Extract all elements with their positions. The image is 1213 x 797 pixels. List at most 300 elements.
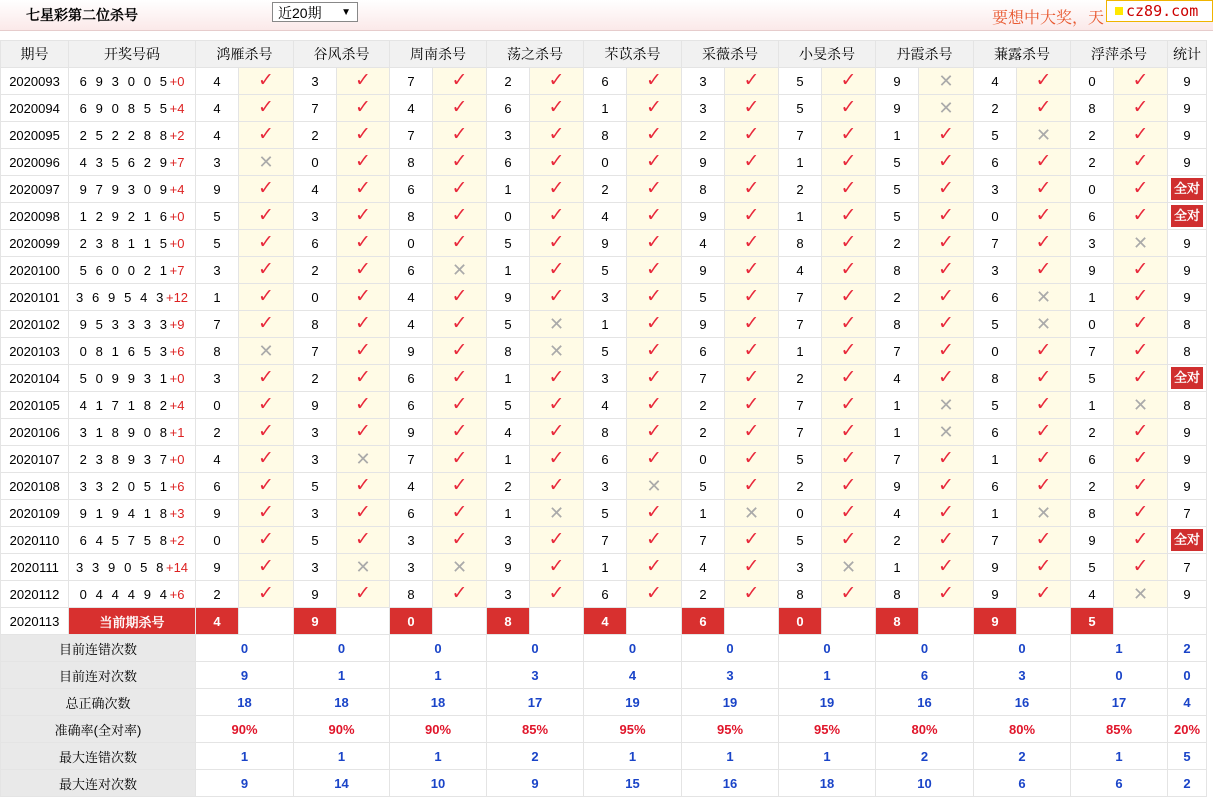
kill-number-cell: 9 [196,554,239,581]
result-cell [822,581,876,608]
check-icon: ✓ [646,421,662,442]
check-icon: ✓ [1035,583,1052,604]
check-icon: ✓ [1035,232,1052,253]
stats-value: 9 [487,770,584,797]
result-cell [725,257,779,284]
draw-numbers: 0 4 4 4 9 4 [79,586,170,602]
result-cell [1017,122,1071,149]
stat-cell: 8 [1168,338,1207,365]
result-cell [530,284,584,311]
result-cell [822,473,876,500]
check-icon: ✓ [258,232,274,253]
kill-number-cell: 4 [196,446,239,473]
check-icon: ✓ [646,556,662,577]
kill-number-cell: 3 [196,149,239,176]
result-cell [627,311,682,338]
check-icon: ✓ [1035,70,1052,91]
kill-number-cell: 0 [1071,311,1114,338]
cross-icon: ✕ [258,341,274,361]
kill-number-cell: 8 [294,311,337,338]
kill-number-cell: 0 [974,203,1017,230]
kill-number-cell: 3 [682,68,725,95]
draw-bonus: +0 [169,370,185,386]
draw-numbers: 6 9 3 0 0 5 [79,73,170,89]
check-icon: ✓ [258,448,274,469]
kill-number-cell: 2 [682,122,725,149]
result-cell [627,230,682,257]
result-cell [433,473,487,500]
kill-number-cell: 3 [974,176,1017,203]
check-icon: ✓ [1035,556,1052,577]
kill-number-cell: 1 [974,446,1017,473]
draw-numbers: 3 6 9 5 4 3 [75,289,166,305]
kill-number-cell: 8 [390,581,433,608]
check-icon: ✓ [743,97,760,118]
result-cell [530,365,584,392]
check-icon: ✓ [548,97,565,118]
period-cell: 2020107 [1,446,69,473]
check-icon: ✓ [1132,178,1149,199]
kill-number-cell: 3 [294,419,337,446]
check-icon: ✓ [646,529,662,550]
check-icon: ✓ [1132,286,1149,307]
kill-number-cell: 9 [294,392,337,419]
stats-value: 18 [390,689,487,716]
result-cell [1017,473,1071,500]
stats-value: 2 [876,743,974,770]
kill-number-cell: 1 [487,365,530,392]
check-icon: ✓ [451,313,468,334]
result-cell [337,419,390,446]
check-icon: ✓ [646,313,662,334]
kill-number-cell: 2 [1071,149,1114,176]
result-cell [919,149,974,176]
check-icon: ✓ [938,286,954,307]
stat-cell [1168,527,1207,554]
check-icon: ✓ [355,97,371,118]
result-cell [337,311,390,338]
stats-value: 2 [487,743,584,770]
check-icon: ✓ [548,124,565,145]
result-cell [822,176,876,203]
draw-numbers-cell [69,257,196,284]
check-icon: ✓ [1132,313,1149,334]
kill-number-cell: 5 [876,203,919,230]
table-row [1,473,1207,500]
kill-number-cell: 9 [876,95,919,122]
check-icon: ✓ [840,502,857,523]
check-icon: ✓ [548,475,565,496]
stats-value: 90% [390,716,487,743]
kill-number-cell: 9 [876,68,919,95]
kill-number-cell: 5 [779,95,822,122]
draw-bonus: +0 [169,235,185,251]
result-cell [1017,311,1071,338]
draw-numbers: 3 3 9 0 5 8 [75,559,166,575]
draw-numbers: 9 7 9 3 0 9 [79,181,170,197]
result-cell [239,419,294,446]
result-cell [919,122,974,149]
check-icon: ✓ [743,232,760,253]
kill-number-cell: 9 [682,149,725,176]
result-cell [627,149,682,176]
period-cell: 2020103 [1,338,69,365]
cross-icon: ✕ [548,314,565,334]
kill-number-cell: 1 [779,338,822,365]
kill-number-cell: 1 [682,500,725,527]
draw-bonus: +6 [169,586,185,602]
result-cell [725,311,779,338]
kill-number-cell: 7 [779,311,822,338]
draw-bonus: +2 [169,532,185,548]
kill-number-cell: 0 [196,527,239,554]
result-cell [822,95,876,122]
kill-number-cell: 8 [974,365,1017,392]
result-cell [822,257,876,284]
result-cell [822,122,876,149]
check-icon: ✓ [258,124,274,145]
result-cell [1114,392,1168,419]
stats-value: 17 [1071,689,1168,716]
result-cell [1114,500,1168,527]
check-icon: ✓ [646,583,662,604]
kill-number-cell: 2 [1071,122,1114,149]
table-row [1,419,1207,446]
draw-bonus: +12 [165,289,189,305]
check-icon: ✓ [840,340,857,361]
check-icon: ✓ [451,97,468,118]
result-cell [919,473,974,500]
check-icon: ✓ [258,502,274,523]
check-icon: ✓ [840,583,857,604]
kill-number-cell: 0 [196,392,239,419]
result-cell [337,257,390,284]
check-icon: ✓ [743,556,760,577]
check-icon: ✓ [355,70,371,91]
result-cell [530,473,584,500]
draw-numbers: 3 1 8 9 0 8 [79,424,170,440]
column-header: 期号 [1,41,69,68]
result-cell [337,365,390,392]
kill-number-cell: 8 [876,311,919,338]
result-cell [627,284,682,311]
kill-number-cell: 4 [876,365,919,392]
result-cell [822,149,876,176]
result-cell [239,95,294,122]
result-cell [725,230,779,257]
draw-bonus: +6 [169,343,185,359]
stats-row [1,662,1207,689]
stats-value: 0 [1071,662,1168,689]
check-icon: ✓ [451,529,468,550]
check-icon: ✓ [1035,178,1052,199]
check-icon: ✓ [646,178,662,199]
kill-number-cell: 3 [294,554,337,581]
check-icon: ✓ [258,97,274,118]
kill-number-cell: 5 [584,338,627,365]
result-cell [433,419,487,446]
result-cell [530,230,584,257]
kill-number-cell: 4 [390,473,433,500]
kill-number-cell: 5 [779,446,822,473]
result-cell [433,581,487,608]
check-icon: ✓ [355,178,371,199]
result-cell [433,500,487,527]
kill-number-cell: 0 [294,149,337,176]
stat-cell [1168,176,1207,203]
result-cell [239,473,294,500]
check-icon: ✓ [258,556,274,577]
table-row [1,527,1207,554]
cross-icon: ✕ [1035,287,1052,307]
stats-value: 80% [974,716,1071,743]
stats-row [1,689,1207,716]
kill-number-cell: 7 [294,338,337,365]
result-cell [337,446,390,473]
logo-text: cz89.com [1126,2,1199,20]
result-cell [239,311,294,338]
result-cell [919,527,974,554]
check-icon: ✓ [258,259,274,280]
kill-number-cell: 2 [876,527,919,554]
check-icon: ✓ [548,259,565,280]
period-cell: 2020094 [1,95,69,122]
kill-number-cell: 7 [876,338,919,365]
stats-value: 10 [390,770,487,797]
result-cell [1017,338,1071,365]
check-icon: ✓ [451,475,468,496]
result-cell [822,554,876,581]
stats-value: 1 [779,743,876,770]
kill-number-cell: 4 [390,284,433,311]
kill-number-cell: 9 [974,581,1017,608]
result-cell [337,95,390,122]
result-cell [919,581,974,608]
result-cell [725,392,779,419]
result-cell [627,68,682,95]
period-cell: 2020109 [1,500,69,527]
stats-value: 80% [876,716,974,743]
check-icon: ✓ [646,232,662,253]
check-icon: ✓ [258,475,274,496]
stats-value: 1 [584,743,682,770]
result-cell [822,338,876,365]
result-cell [1017,257,1071,284]
stats-value: 15 [584,770,682,797]
check-icon: ✓ [743,259,760,280]
check-icon: ✓ [1035,97,1052,118]
result-cell [1017,392,1071,419]
result-cell [1017,446,1071,473]
cross-icon: ✕ [548,503,565,523]
check-icon: ✓ [840,394,857,415]
kill-number-cell: 1 [1071,284,1114,311]
kill-number-cell: 0 [974,338,1017,365]
result-cell [1017,95,1071,122]
kill-number-cell: 2 [294,122,337,149]
kill-number-cell: 5 [584,257,627,284]
check-icon: ✓ [1035,394,1052,415]
site-logo[interactable] [1106,0,1213,22]
result-cell [919,284,974,311]
check-icon: ✓ [840,205,857,226]
result-cell [822,203,876,230]
draw-numbers-cell [69,95,196,122]
kill-number-cell: 1 [196,284,239,311]
stats-total: 2 [1168,635,1207,662]
check-icon: ✓ [451,70,468,91]
result-cell [725,284,779,311]
empty-cell [337,608,390,635]
period-cell: 2020104 [1,365,69,392]
result-cell [433,365,487,392]
kill-number-cell: 6 [1071,446,1114,473]
result-cell [627,419,682,446]
cross-icon: ✕ [451,260,468,280]
result-cell [337,554,390,581]
check-icon: ✓ [451,286,468,307]
result-cell [239,230,294,257]
period-cell: 2020100 [1,257,69,284]
draw-numbers-cell [69,311,196,338]
stats-value: 6 [974,770,1071,797]
result-cell [1017,500,1071,527]
kill-number-cell: 3 [294,203,337,230]
check-icon: ✓ [938,313,954,334]
result-cell [1114,257,1168,284]
result-cell [337,203,390,230]
check-icon: ✓ [1035,448,1052,469]
draw-numbers: 5 6 0 0 2 1 [79,262,170,278]
kill-number-cell: 3 [584,284,627,311]
result-cell [1114,176,1168,203]
current-kill-number: 4 [584,608,627,635]
result-cell [627,500,682,527]
draw-bonus: +1 [169,424,185,440]
check-icon: ✓ [938,232,954,253]
kill-number-cell: 5 [682,473,725,500]
kill-number-cell: 9 [876,473,919,500]
kill-number-cell: 7 [682,365,725,392]
stats-value: 1 [1071,743,1168,770]
check-icon: ✓ [355,205,371,226]
stats-value: 19 [584,689,682,716]
empty-cell [1168,608,1207,635]
kill-number-cell: 9 [196,500,239,527]
cross-icon: ✕ [840,557,857,577]
result-cell [530,527,584,554]
check-icon: ✓ [938,583,954,604]
kill-number-cell: 3 [584,473,627,500]
kill-number-cell: 5 [974,122,1017,149]
kill-number-cell: 7 [390,68,433,95]
check-icon: ✓ [1035,340,1052,361]
column-header: 蒹露杀号 [974,41,1071,68]
result-cell [725,122,779,149]
column-header: 开奖号码 [69,41,196,68]
draw-numbers-cell [69,149,196,176]
check-icon: ✓ [743,421,760,442]
draw-numbers: 6 4 5 7 5 8 [79,532,170,548]
stats-value: 6 [876,662,974,689]
check-icon: ✓ [548,529,565,550]
column-header: 芣苡杀号 [584,41,682,68]
result-cell [1114,122,1168,149]
empty-cell [919,608,974,635]
result-cell [1017,419,1071,446]
stats-value: 9 [196,770,294,797]
kill-number-cell: 4 [487,419,530,446]
result-cell [725,554,779,581]
stats-label: 总正确次数 [1,689,196,716]
table-row [1,176,1207,203]
check-icon: ✓ [548,232,565,253]
check-icon: ✓ [355,421,371,442]
current-kill-number: 9 [974,608,1017,635]
result-cell [627,176,682,203]
kill-number-cell: 2 [1071,419,1114,446]
check-icon: ✓ [840,286,857,307]
stats-total: 20% [1168,716,1207,743]
result-cell [822,446,876,473]
check-icon: ✓ [1132,367,1149,388]
kill-number-cell: 9 [390,419,433,446]
cross-icon: ✕ [451,557,468,577]
check-icon: ✓ [548,421,565,442]
kill-number-cell: 3 [487,122,530,149]
kill-number-cell: 7 [779,284,822,311]
result-cell [725,365,779,392]
check-icon: ✓ [1035,205,1052,226]
stats-value: 1 [294,662,390,689]
stat-cell: 9 [1168,419,1207,446]
check-icon: ✓ [1132,556,1149,577]
draw-numbers: 4 3 5 6 2 9 [79,154,170,170]
result-cell [337,68,390,95]
current-kill-number: 8 [876,608,919,635]
current-kill-number: 0 [390,608,433,635]
result-cell [337,122,390,149]
kill-number-cell: 9 [390,338,433,365]
kill-number-cell: 9 [682,203,725,230]
period-cell: 2020112 [1,581,69,608]
period-range-select[interactable] [272,2,358,22]
kill-number-cell: 4 [196,95,239,122]
kill-number-cell: 6 [487,95,530,122]
result-cell [822,284,876,311]
kill-number-cell: 8 [876,581,919,608]
draw-bonus: +4 [169,397,185,413]
kill-number-cell: 3 [294,68,337,95]
result-cell [822,68,876,95]
stats-value: 9 [196,662,294,689]
stats-value: 19 [682,689,779,716]
result-cell [239,527,294,554]
kill-number-cell: 1 [876,392,919,419]
stats-value: 90% [196,716,294,743]
result-cell [919,68,974,95]
result-cell [239,203,294,230]
result-cell [627,392,682,419]
kill-number-cell: 8 [196,338,239,365]
kill-number-cell: 9 [1071,527,1114,554]
draw-bonus: +4 [169,100,185,116]
result-cell [1017,68,1071,95]
stats-value: 17 [487,689,584,716]
kill-number-cell: 1 [779,203,822,230]
kill-number-cell: 6 [487,149,530,176]
stat-cell: 7 [1168,500,1207,527]
